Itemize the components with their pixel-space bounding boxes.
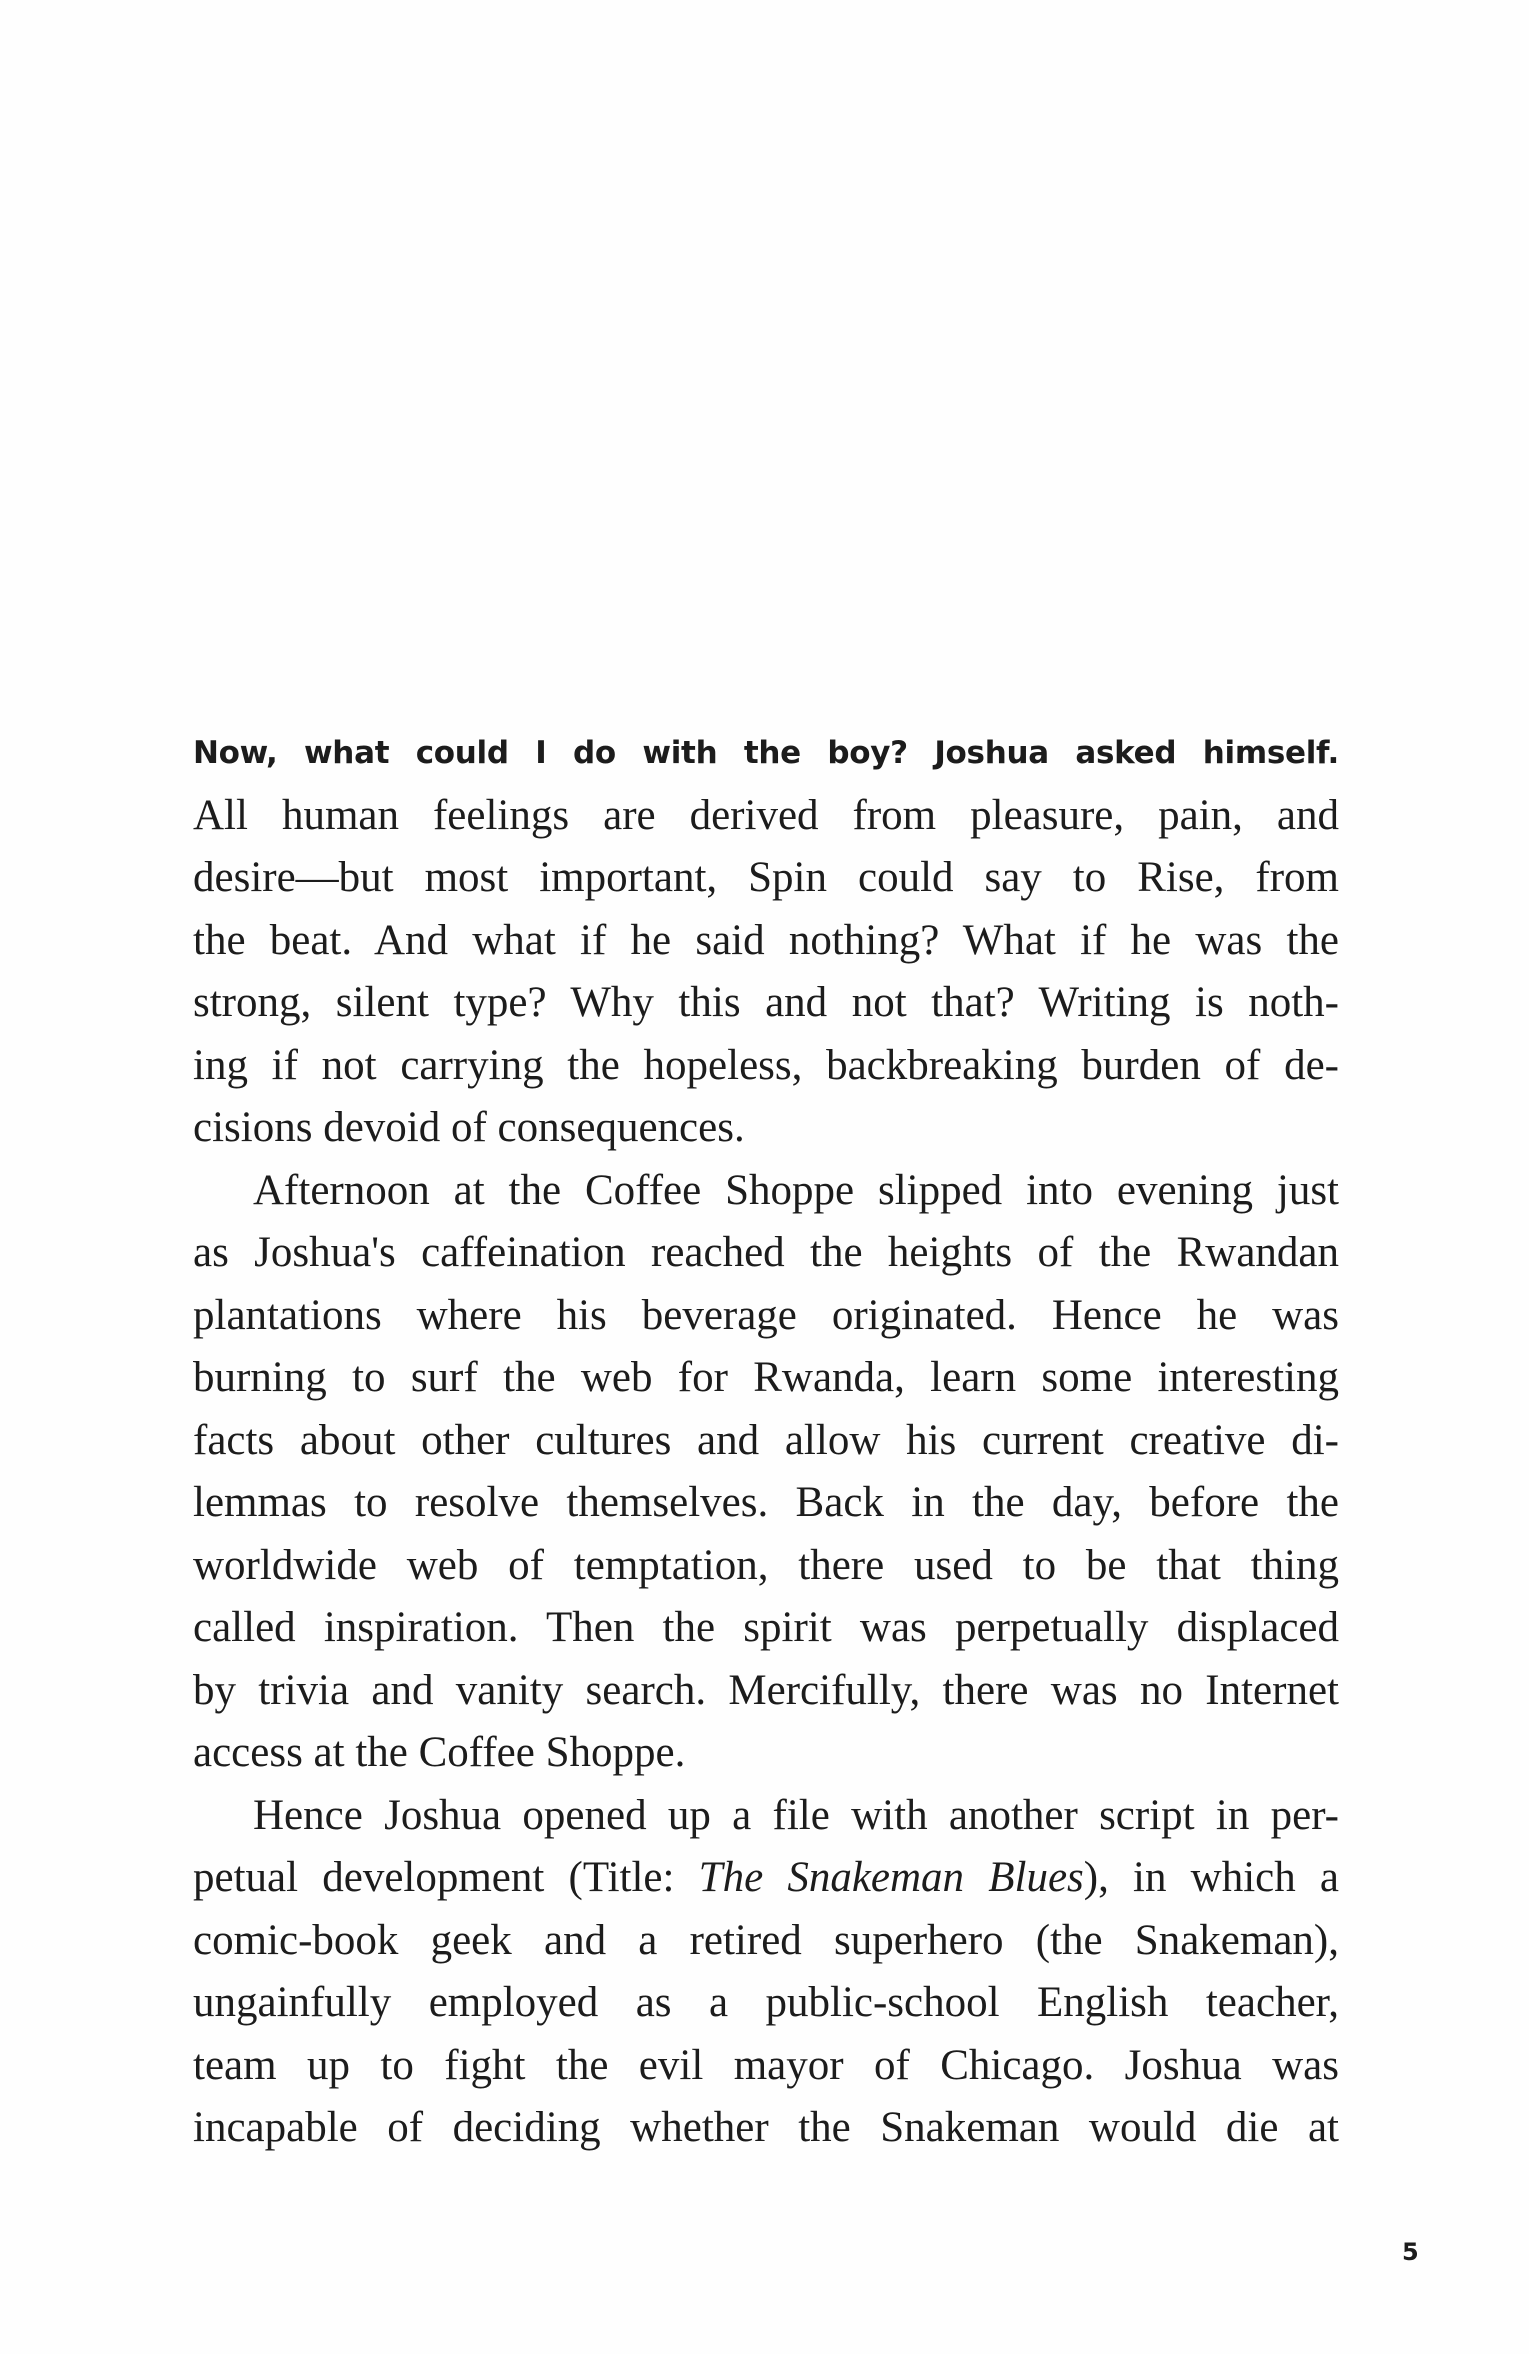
text-line: lemmas to resolve themselves. Back in the day, before the	[193, 1479, 1339, 1526]
paragraph-2	[193, 1160, 1339, 1785]
paragraph-3	[193, 1785, 1339, 2160]
text-line: worldwide web of temptation, there used to be that thing	[193, 1541, 1339, 1589]
text-fragment: ), in which a	[1083, 1854, 1339, 1901]
text-line: comic-book geek and a retired superhero (the Snakeman),	[193, 1916, 1339, 1964]
text-line: desire—but most important, Spin could say to Rise, from	[193, 854, 1339, 901]
text-line: ing if not carrying the hopeless, backbreaking burden of de-	[193, 1041, 1339, 1089]
page-number: 5	[1402, 2238, 1419, 2266]
paragraph-1	[193, 722, 1339, 1160]
text-line: as Joshua's caffeination reached the heights of the Rwandan	[193, 1229, 1339, 1276]
text-line: access at the Coffee Shoppe.	[193, 1729, 686, 1776]
text-line: incapable of deciding whether the Snakeman would die at	[193, 2104, 1339, 2151]
text-line: ungainfully employed as a public-school English teacher,	[193, 1979, 1339, 2026]
script-title: The Snakeman Blues	[698, 1854, 1084, 1901]
text-line: strong, silent type? Why this and not that? Writing is noth-	[193, 979, 1339, 1026]
text-line: Hence Joshua opened up a file with another script in per-	[253, 1791, 1339, 1839]
body-text	[193, 722, 1339, 2160]
lead-in-sentence: Now, what could I do with the boy? Joshua asked himself.	[193, 735, 1339, 771]
text-line: facts about other cultures and allow his current creative di-	[193, 1416, 1339, 1464]
text-line: called inspiration. Then the spirit was perpetually displaced	[193, 1604, 1339, 1651]
text-line: team up to fight the evil mayor of Chicago. Joshua was	[193, 2041, 1339, 2089]
text-line: Afternoon at the Coffee Shoppe slipped into evening just	[253, 1166, 1339, 1214]
text-line: plantations where his beverage originated. Hence he was	[193, 1291, 1339, 1339]
text-line: by trivia and vanity search. Mercifully, there was no Internet	[193, 1666, 1339, 1714]
text-line: burning to surf the web for Rwanda, learn some interesting	[193, 1354, 1339, 1401]
text-line: cisions devoid of consequences.	[193, 1104, 745, 1151]
text-line: the beat. And what if he said nothing? What if he was the	[193, 916, 1339, 964]
text-line: All human feelings are derived from pleasure, pain, and	[193, 791, 1339, 839]
text-line	[193, 1847, 1339, 1910]
text-fragment: petual development (Title:	[193, 1854, 699, 1901]
